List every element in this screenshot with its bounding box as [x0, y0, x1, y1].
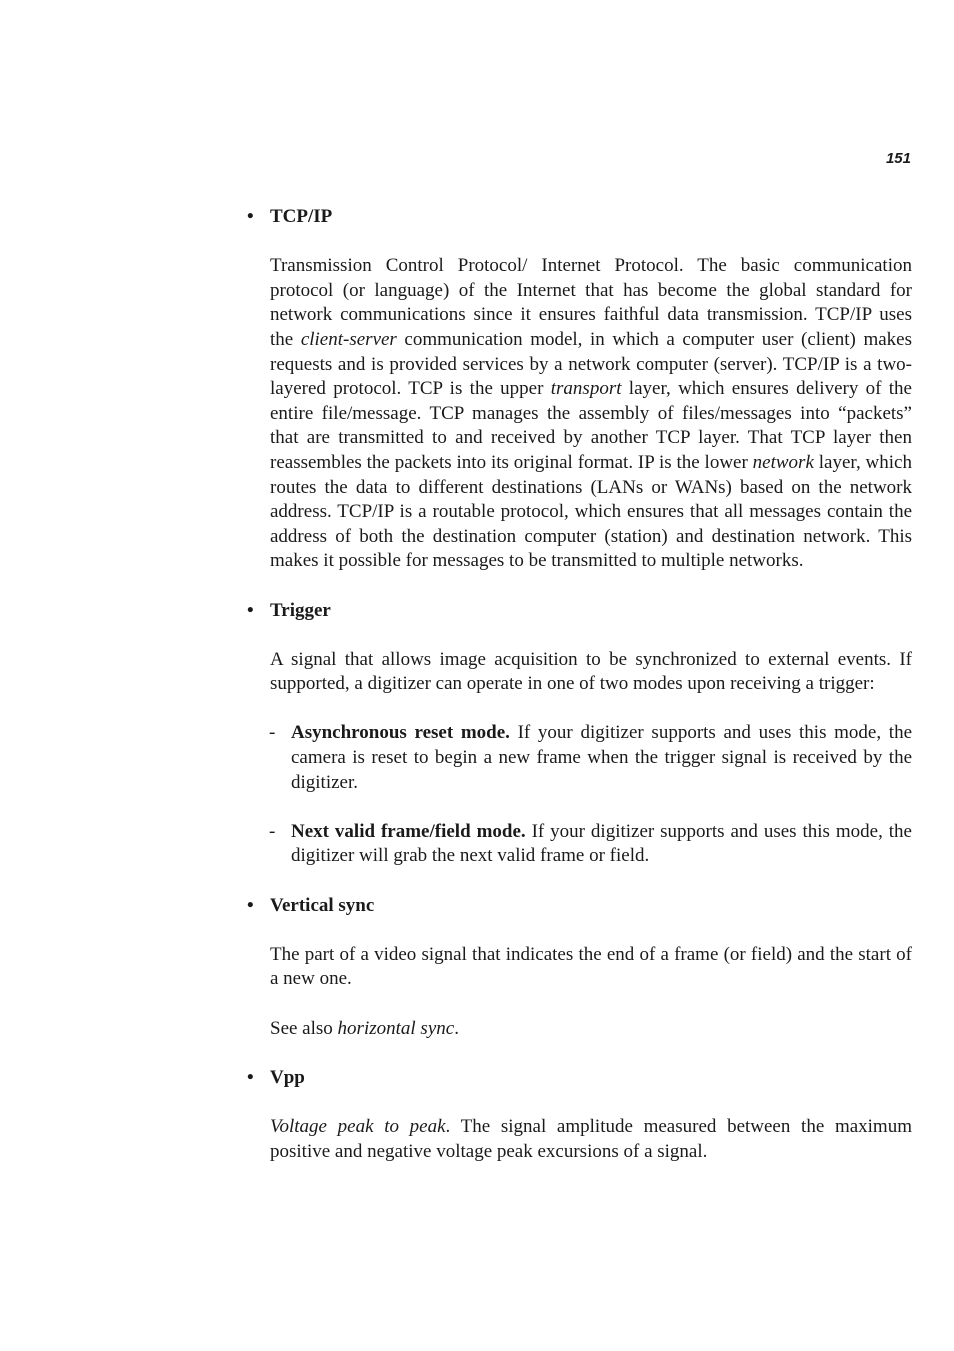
definition-vertical-sync: The part of a video signal that indicates the end of a frame (or field) and the start of a new one.	[270, 943, 912, 990]
bullet: •	[247, 1066, 254, 1088]
italic-term: transport	[550, 378, 622, 400]
definition-trigger: A signal that allows image acquisition to be synchronized to external events. If supported, a digitizer can operate in one of two modes upon receiving a trigger:	[270, 648, 912, 695]
see-also	[247, 1017, 912, 1042]
term-label: TCP/IP	[270, 206, 333, 227]
italic-term: Voltage peak to peak	[270, 1115, 446, 1137]
term-label: Vpp	[270, 1066, 305, 1088]
bullet: •	[247, 599, 254, 621]
definition-text: . The signal amplitude measured between the maximum positive and negative voltage peak excursions of a signal.	[270, 1115, 912, 1162]
bullet: •	[247, 206, 254, 227]
glossary-content	[247, 205, 912, 1164]
dash-marker: -	[269, 820, 276, 842]
term-vpp	[247, 1066, 912, 1091]
mode-text: If your digitizer supports and uses this mode, the camera is reset to begin a new frame when the trigger signal is received by the digitizer.	[291, 722, 912, 793]
mode-next-valid-frame	[247, 820, 912, 869]
definition-tcp-ip	[247, 254, 912, 574]
mode-text: If your digitizer supports and uses this mode, the digitizer will grab the next valid frame or field.	[291, 820, 912, 867]
mode-name: Next valid frame/field mode.	[291, 820, 526, 842]
term-label: Trigger	[270, 599, 331, 621]
term-vertical-sync	[247, 894, 912, 919]
italic-term: client-server	[300, 328, 397, 350]
see-also-prefix: See also	[270, 1017, 338, 1039]
definition-text: layer, which routes the data to different destinations (LANs or WANs) based on the network address. TCP/IP is a routable protocol, which ensures that all messages contain the address of both the destination computer (station) and destination network. This makes it possible for messages to be transmitted to multiple networks.	[270, 451, 912, 572]
definition-text: communication model, in which a computer user (client) makes requests and is provided services by a network computer (server). TCP/IP is a two-layered protocol. TCP is the upper	[270, 328, 912, 400]
see-also-suffix: .	[454, 1017, 459, 1039]
definition-text: Transmission Control Protocol/ Internet Protocol. The basic communication protocol (or language) of the Internet that has become the global standard for network communications since it ensures faithful data transmission. TCP/IP uses the	[270, 255, 912, 350]
definition-text: layer, which ensures delivery of the entire file/message. TCP manages the assembly of files/messages into “packets” that are transmitted to and received by another TCP layer. That TCP layer then reassembles the packets into its original format. IP is the lower	[270, 378, 912, 473]
page-number: 151	[885, 150, 911, 167]
term-trigger	[247, 599, 912, 624]
mode-name: Asynchronous reset mode.	[291, 722, 510, 744]
see-also-link: horizontal sync	[337, 1017, 455, 1039]
italic-term: network	[752, 451, 814, 473]
bullet: •	[247, 894, 254, 916]
term-tcp-ip	[247, 205, 912, 230]
dash-marker: -	[269, 722, 276, 744]
definition-vpp	[247, 1115, 912, 1164]
term-label: Vertical sync	[270, 894, 375, 916]
mode-asynchronous-reset	[247, 721, 912, 795]
